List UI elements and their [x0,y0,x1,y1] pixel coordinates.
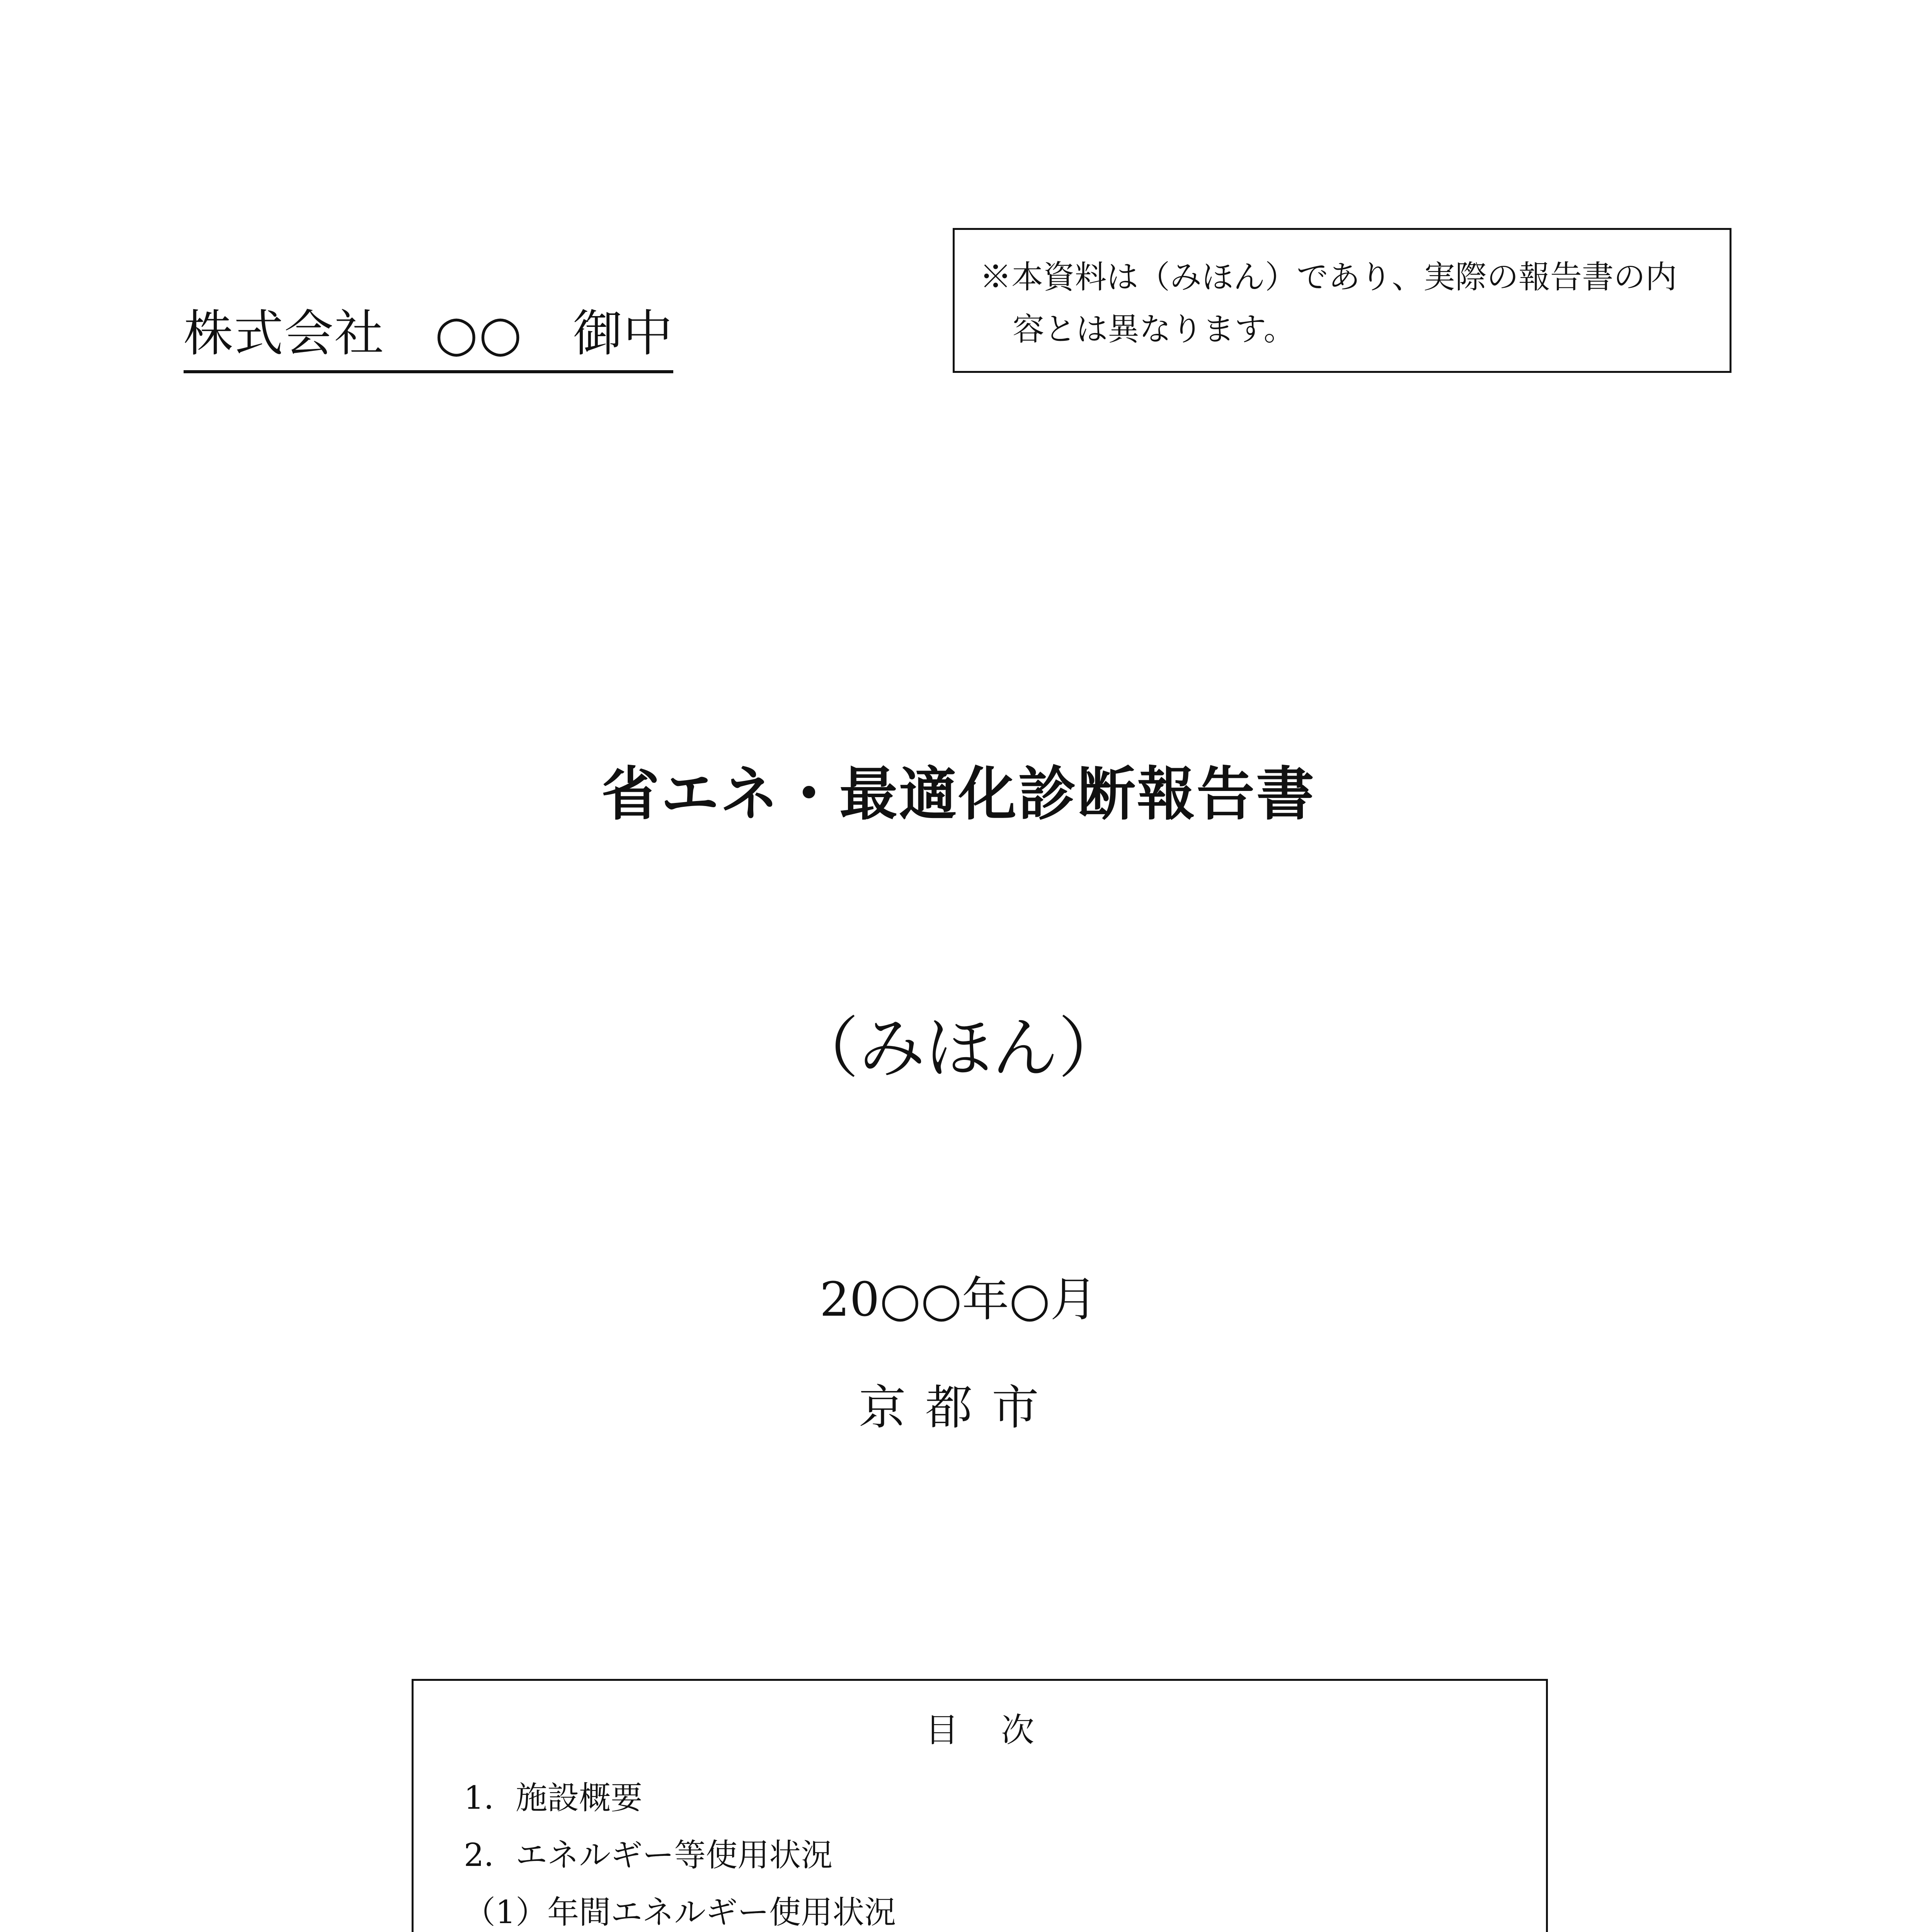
toc-item: 1．施設概要 [464,1780,643,1816]
toc-heading: 目次 [925,1711,1077,1750]
sample-notice-box [953,228,1731,373]
table-of-contents [412,1679,1548,1932]
issuer-city: 京都市 [859,1380,1058,1435]
sample-label: （みほん） [792,1009,1125,1087]
toc-item: （1）年間エネルギー使用状況 [464,1894,896,1931]
report-title: 省エネ・最適化診断報告書 [601,760,1316,828]
toc-item: 2．エネルギー等使用状況 [464,1837,833,1874]
report-date: 20○○年○月 [819,1272,1098,1327]
sample-notice-line-2: 容とは異なります。 [1013,311,1296,348]
toc-list [464,1770,896,1932]
addressee: 株式会社 ○○ 御中 [184,309,673,373]
sample-notice-line-1: ※本資料は（みほん）であり、実際の報告書の内 [980,259,1677,296]
